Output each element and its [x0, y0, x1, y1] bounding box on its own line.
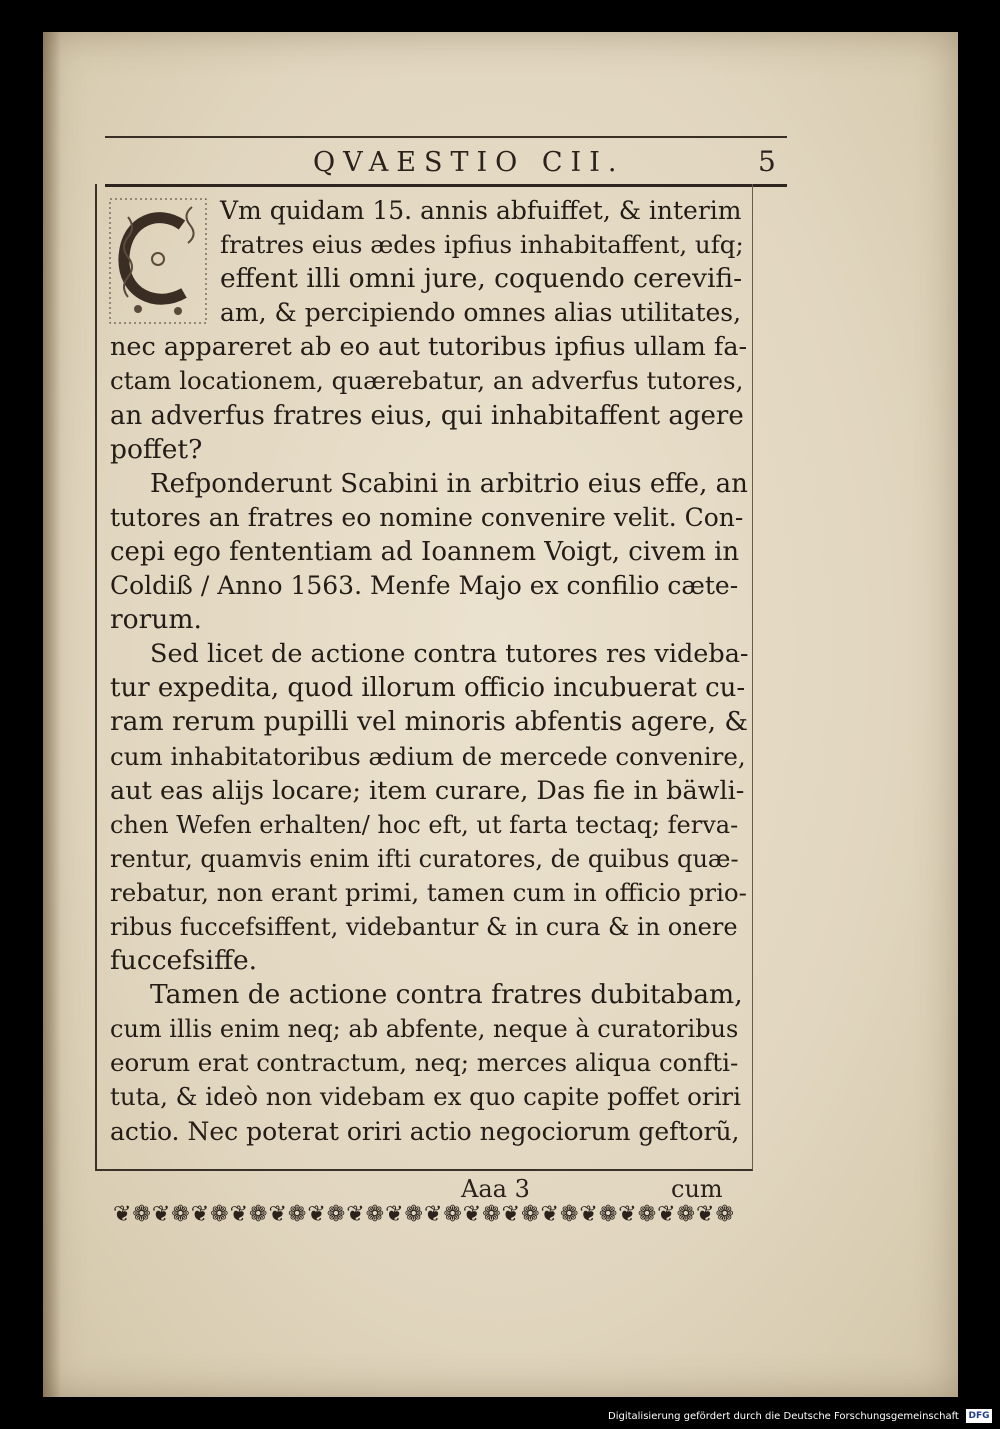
- text-line: Sed licet de actione contra tutores res videba-: [150, 639, 749, 670]
- text-line: chen Wefen erhalten/ hoc eft, ut farta tectaq; ferva-: [110, 810, 739, 839]
- catchword: cum: [671, 1175, 723, 1203]
- signature-mark: Aaa 3: [461, 1175, 530, 1203]
- footer-credit: Digitalisierung gefördert durch die Deutsche Forschungsgemeinschaft: [608, 1411, 959, 1422]
- text-line: Vm quidam 15. annis abfuiffet, & interim: [220, 196, 742, 225]
- text-line: fratres eius ædes ipfius inhabitaffent, ufq;: [220, 230, 744, 260]
- text-line: ctam locationem, quærebatur, an adverfus tutores,: [110, 366, 744, 396]
- text-line: actio. Nec poterat oriri actio negociorum geftorũ,: [110, 1116, 740, 1146]
- text-line: rorum.: [110, 604, 202, 636]
- text-line: tuta, & ideò non videbam ex quo capite poffet oriri: [110, 1082, 741, 1112]
- text-line: fuccefsiffe.: [110, 945, 258, 977]
- text-line: poffet?: [110, 433, 203, 465]
- text-line: Refponderunt Scabini in arbitrio eius effe, an: [150, 468, 748, 499]
- book-page: [43, 32, 958, 1397]
- page-number: 5: [758, 145, 776, 178]
- text-line: Tamen de actione contra fratres dubitabam,: [150, 979, 743, 1011]
- text-line: am, & percipiendo omnes alias utilitates,: [220, 298, 742, 328]
- text-line: eorum erat contractum, neq; merces aliqua confti-: [110, 1048, 739, 1078]
- text-line: Coldiß / Anno 1563. Menfe Majo ex confilio cæte-: [110, 571, 739, 601]
- text-line: cepi ego fententiam ad Ioannem Voigt, civem in: [110, 536, 740, 567]
- text-line: ribus fuccefsiffent, videbantur & in cura & in onere: [110, 912, 738, 941]
- text-line: ram rerum pupilli vel minoris abfentis agere, &: [110, 706, 749, 738]
- text-line: nec appareret ab eo aut tutoribus ipfius ullam fa-: [110, 332, 748, 363]
- text-line: cum illis enim neq; ab abfente, neque à curatoribus: [110, 1015, 739, 1044]
- text-line: rebatur, non erant primi, tamen cum in officio prio-: [110, 877, 747, 907]
- text-line: cum inhabitatoribus ædium de mercede convenire,: [110, 741, 746, 771]
- text-line: effent illi omni jure, coquendo cerevifi-: [220, 263, 743, 295]
- body-text: [110, 194, 750, 1149]
- fleuron-border-icon: ❦❁❦❁❦❁❦❁❦❁❦❁❦❁❦❁❦❁❦❁❦❁❦❁❦❁❦❁❦❁❦❁: [113, 1202, 735, 1227]
- text-line: tutores an fratres eo nomine convenire velit. Con-: [110, 502, 744, 532]
- text-line: tur expedita, quod illorum officio incubuerat cu-: [110, 673, 746, 704]
- page-title: QVAESTIO CII.: [313, 147, 625, 178]
- dfg-logo: DFG: [966, 1409, 992, 1423]
- text-line: aut eas alijs locare; item curare, Das fie in bäwli-: [110, 775, 745, 806]
- header-rule: [105, 136, 787, 138]
- text-line: an adverfus fratres eius, qui inhabitaffent agere: [110, 400, 744, 431]
- text-line: rentur, quamvis enim ifti curatores, de quibus quæ-: [110, 844, 739, 873]
